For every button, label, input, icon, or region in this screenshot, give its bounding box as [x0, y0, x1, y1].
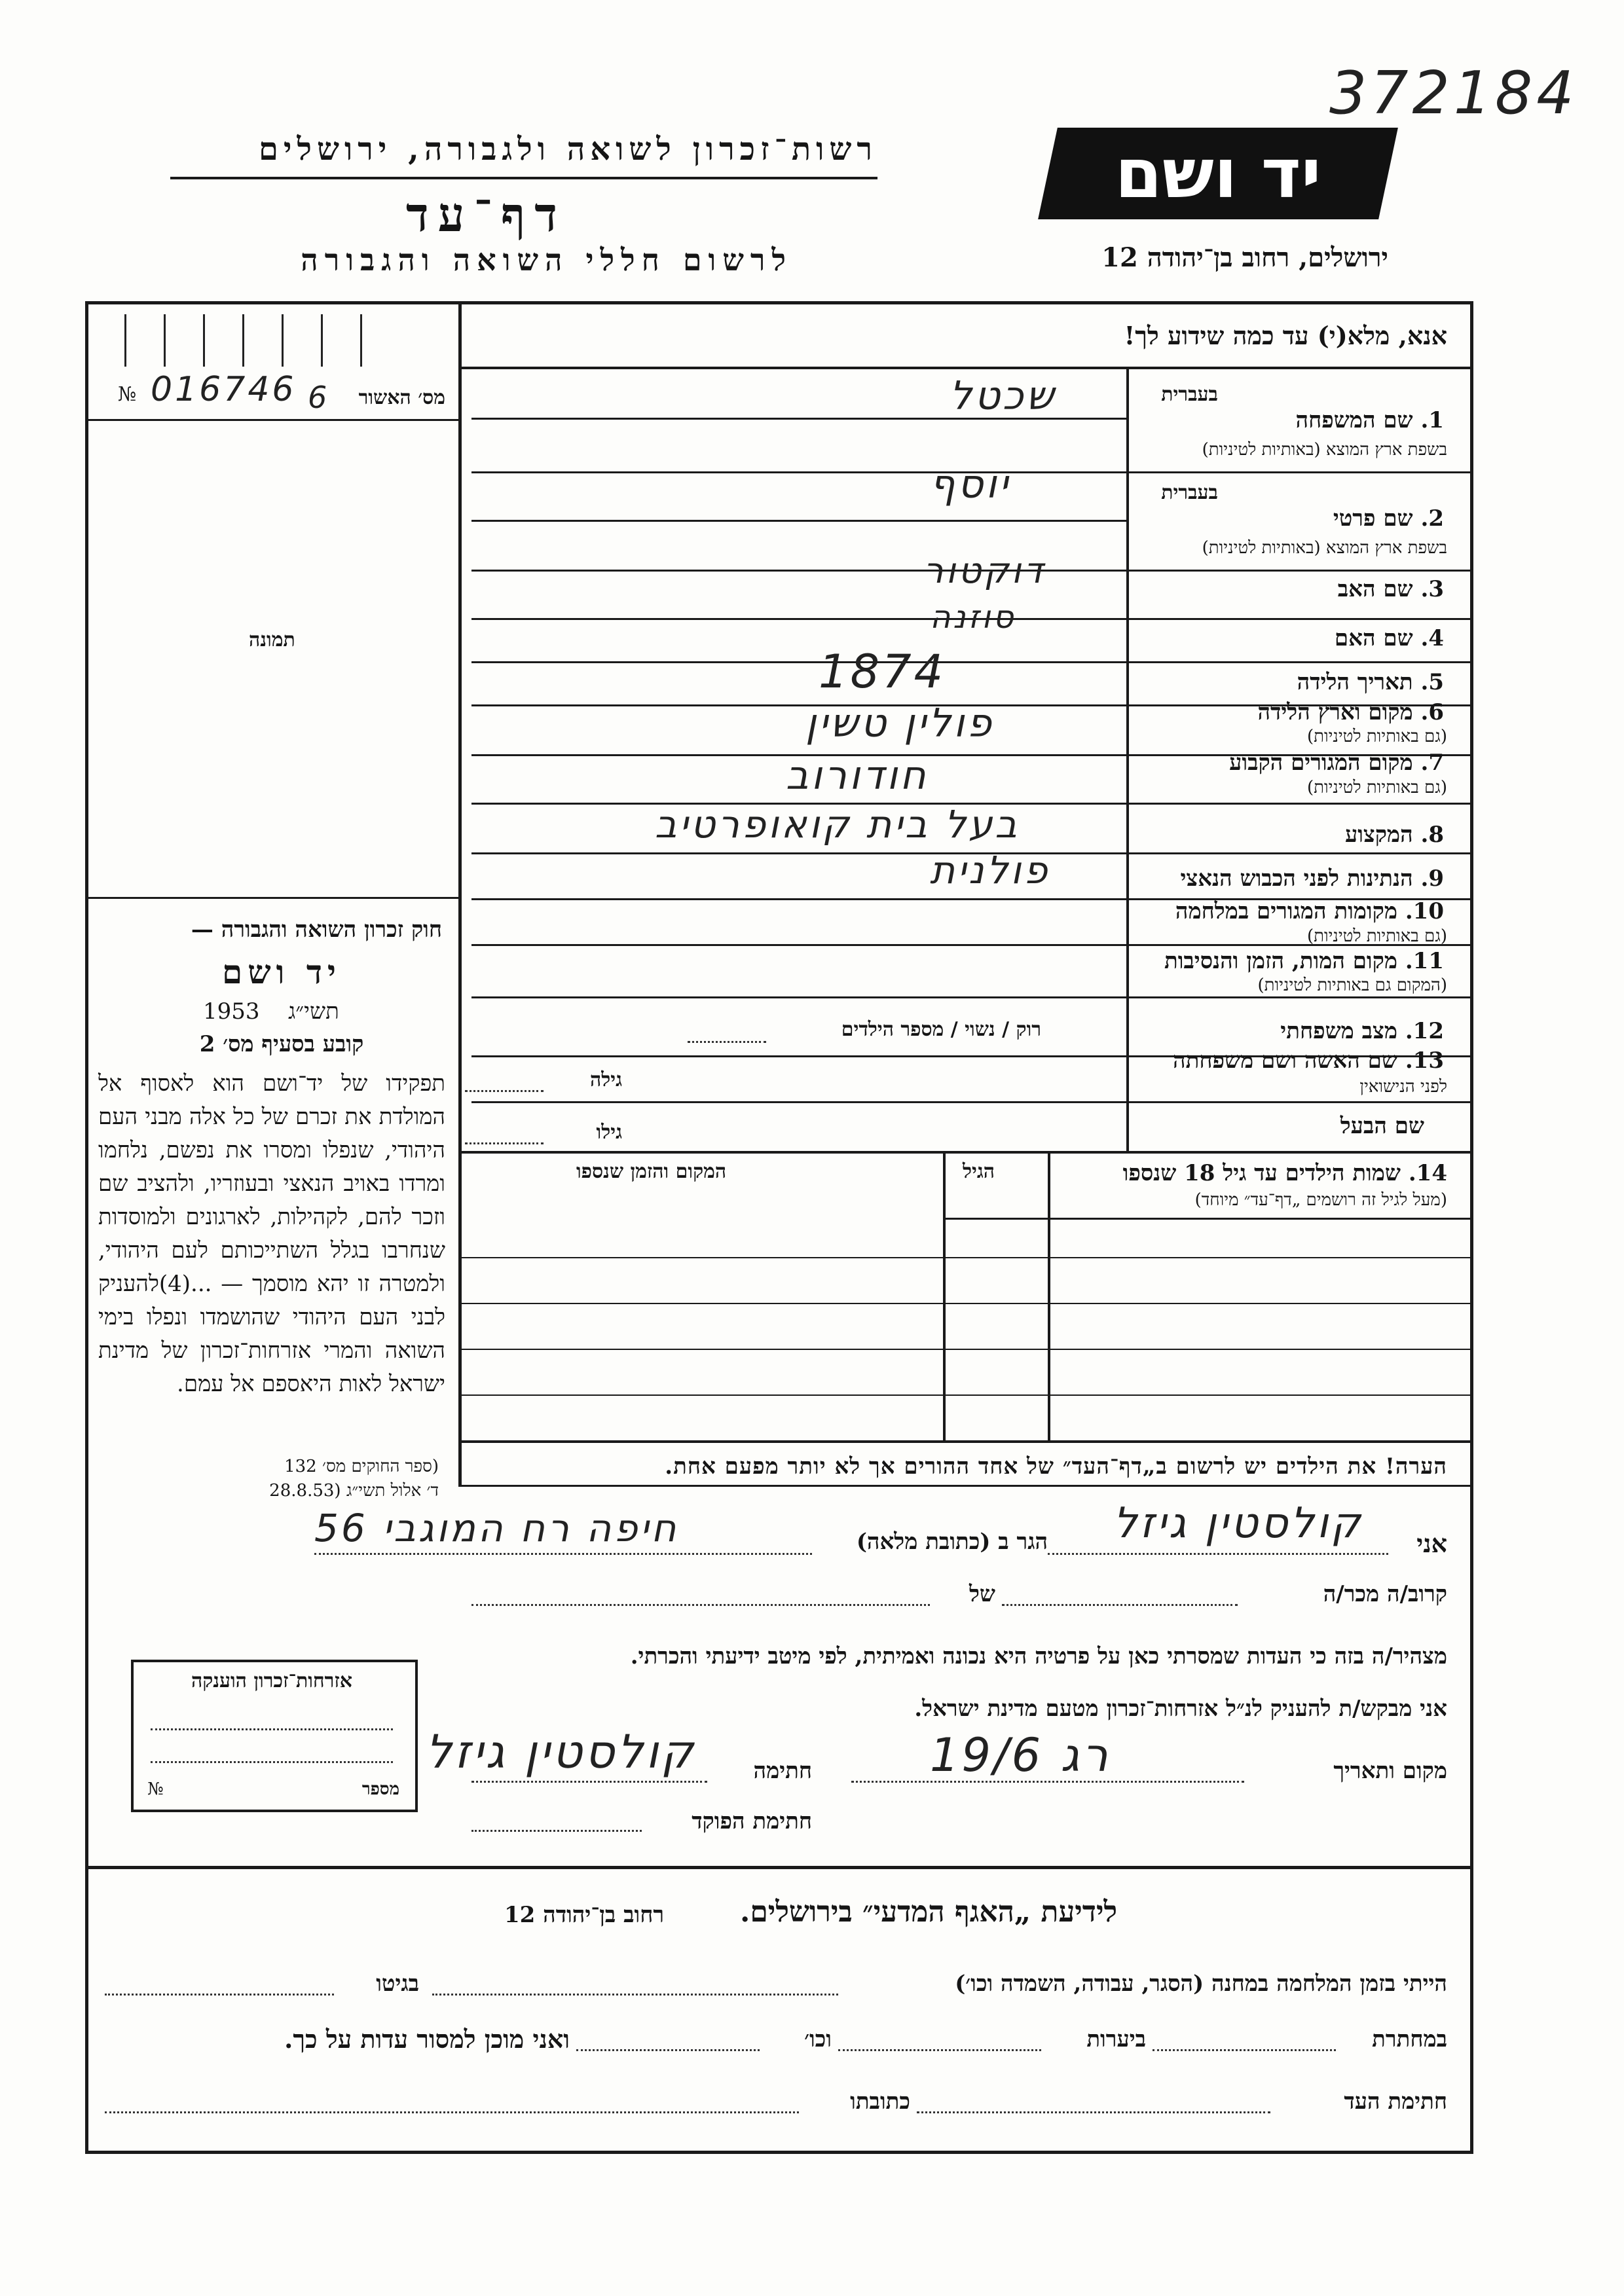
law-name: יד ושם — [222, 953, 341, 991]
field-1-label — [1136, 407, 1444, 433]
field-5-num: 5. — [1420, 669, 1444, 695]
children-top-border — [458, 1151, 1470, 1154]
field-11-label — [1136, 948, 1444, 974]
field-2-sub: בשפת ארץ המוצא (באותיות לטיניות) — [1202, 538, 1447, 558]
value-birth-date: 1874 — [819, 645, 946, 699]
field-3-text: שם האב — [1337, 576, 1413, 602]
registration-no-label: № — [118, 383, 137, 406]
relative-dots — [1002, 1604, 1238, 1606]
field-4-label — [1136, 625, 1444, 651]
declarant-i-label: אני — [1416, 1529, 1447, 1558]
signature-dots — [471, 1781, 707, 1783]
wife-age-dots — [465, 1090, 544, 1092]
footer-separator — [85, 1866, 1470, 1869]
field-13-text: שם האשה ושם משפחתה — [1173, 1048, 1397, 1074]
relative-label: קרוב/ה מכר/ה — [1323, 1581, 1447, 1607]
value-profession: בעל בית קואופרטיב — [655, 802, 1020, 847]
place-date-dots — [851, 1781, 1244, 1783]
field-1-num: 1. — [1420, 407, 1444, 433]
field-9-num: 9. — [1420, 866, 1444, 892]
hebrew-tag-2: בעברית — [1161, 481, 1218, 504]
field-10-label — [1136, 898, 1444, 924]
field-11-sub: (המקום גם באותיות לטיניות) — [1257, 975, 1447, 995]
children-row-4 — [458, 1394, 1470, 1396]
authority-line: רשות־זכרון לשואה ולגבורה, ירושלים — [258, 131, 877, 168]
authority-underline — [170, 177, 877, 179]
officer-dots — [471, 1830, 642, 1832]
officer-label: חתימת הפוקד — [692, 1808, 812, 1834]
citizenship-number-label: מספר — [361, 1779, 399, 1799]
footer-forests: ביערות — [1086, 2026, 1146, 2052]
value-nationality: פולנית — [930, 848, 1050, 892]
field-6-text: מקום וארץ הלידה — [1257, 699, 1413, 725]
note-text: הערה! את הילדים יש לרשום ב„דף־העד״ של אחד ההורים אך לא יותר מפעם אחת. — [665, 1453, 1447, 1480]
field-10-num: 10. — [1405, 898, 1444, 924]
field-12-label — [1136, 1018, 1444, 1044]
field-2-text: שם פרטי — [1333, 505, 1413, 532]
field-3-label — [1136, 576, 1444, 602]
law-year: 1953 — [203, 998, 260, 1025]
field-7-text: מקום המגורים הקבוע — [1229, 750, 1413, 776]
field-4-text: שם האם — [1334, 625, 1413, 651]
of-label: של — [969, 1581, 995, 1607]
field-2-num: 2. — [1420, 505, 1444, 532]
archive-number: 372184 — [1329, 59, 1578, 128]
children-num: 14. — [1408, 1160, 1447, 1186]
registration-label: מס׳ האשור — [358, 386, 445, 409]
value-birth-place: פולין טשין — [805, 701, 994, 746]
footer-address-dots — [105, 2111, 799, 2113]
registration-number: 016746 — [151, 370, 297, 409]
registration-extra: 6 — [308, 380, 330, 415]
field-5-text: תאריך הלידה — [1297, 669, 1413, 695]
citizenship-no-label: № — [147, 1779, 164, 1799]
law-body: תפקידו של יד־ושם הוא לאסוף אל המולדת את זכרם של כל אלה מבני העם היהודי, שנפלו ומסרו את נפשם, נלחמו ומרדו באויב הנאצי ובעוזריו, ולהציב שם וזכר להם, לקהילות, לארגונים ולמוסדות שנחרבו בגלל השתייכותם לעם היהודי, ולמטרה זו יהא מוסמך — ...(4)להעניק לבני העם היהודי שהושמדו ונפלו בימי השואה והמרי אזרחות־זכרון של מדינת ישראל לאות היאספם אל עמם. — [98, 1070, 445, 1397]
footer-camp-line: הייתי בזמן המלחמה במחנה (הסגר, עבודה, השמדה וכו׳) — [955, 1971, 1447, 1997]
children-row-1 — [458, 1257, 1470, 1258]
children-col-2 — [943, 1154, 946, 1442]
declarant-name-dots — [1048, 1553, 1388, 1555]
law-clause: קובע בסעיף מס׳ 2 — [199, 1031, 364, 1057]
value-family-name: שכטל — [950, 373, 1057, 419]
footer-address-label: כתובתו — [850, 2088, 910, 2115]
children-label — [1048, 1160, 1447, 1186]
of-dots — [471, 1604, 930, 1606]
declaration-text: מצהיר/ה בזה כי העדות שמסרתי כאן על פרטיה היא נכונה ואמיתית, לפי מיטב ידיעתי והכרתי. — [630, 1643, 1447, 1669]
place-date-label: מקום ותאריך — [1333, 1758, 1447, 1784]
registration-ticks — [111, 308, 439, 373]
field-6-label — [1136, 699, 1444, 725]
header-address: ירושלים, רחוב בן־יהודה 12 — [1101, 242, 1388, 273]
field-10-text: מקומות המגורים במלחמה — [1175, 898, 1397, 924]
field-10-sub: (גם באותיות לטיניות) — [1306, 926, 1447, 946]
children-row-2 — [458, 1303, 1470, 1304]
field-11-num: 11. — [1405, 948, 1444, 974]
field-8-label — [1136, 822, 1444, 848]
photo-label: תמונה — [249, 629, 295, 651]
declarant-address: חיפה רח המוגבי 56 — [314, 1506, 679, 1550]
footer-ready: ואני מוכן למסור עדות על כך. — [284, 2024, 570, 2054]
field-1-text: שם המשפחה — [1295, 407, 1413, 433]
declarant-name: קולסטין גיזל — [1113, 1499, 1363, 1548]
instruction-text: אנא, מלא(י) עד כמה שידוע לך! — [1124, 321, 1447, 350]
children-text: שמות הילדים עד גיל 18 שנספו — [1122, 1160, 1401, 1186]
request-text: אני מבקש/ת להעניק לנ״ל אזרחות־זכרון מטעם מדינת ישראל. — [914, 1696, 1447, 1722]
yad-vashem-logo — [1038, 128, 1398, 219]
field-8-text: המקצוע — [1344, 822, 1413, 848]
children-count-dots — [688, 1041, 766, 1043]
law-source: (ספר החוקים מס׳ 132 — [284, 1457, 439, 1476]
field-5-label — [1136, 669, 1444, 695]
field-2-label — [1136, 505, 1444, 532]
footer-ghetto-dots — [105, 1994, 334, 1995]
field-7-label — [1136, 750, 1444, 776]
footer-address: רחוב בן־יהודה 12 — [504, 1902, 665, 1928]
declarant-address-dots — [314, 1553, 812, 1555]
husband-age-label: גילו — [596, 1121, 622, 1144]
field-13-label — [1136, 1048, 1444, 1074]
field-3-num: 3. — [1420, 576, 1444, 602]
law-date: ד׳ אלול תשי״ג (28.8.53 — [269, 1481, 439, 1501]
law-title: חוק זכרון השואה והגבורה — — [191, 917, 442, 943]
footer-forests-dots — [838, 2049, 1041, 2051]
field-7-num: 7. — [1420, 750, 1444, 776]
field-9-text: הנתינות לפני הכבוש הנאצי — [1180, 866, 1413, 892]
citizenship-title: אזרחות־זכרון הוענקה — [191, 1669, 353, 1692]
footer-underground: במחתרת — [1372, 2026, 1447, 2052]
declarant-resides-label: הגר ב (כתובת מלאה) — [856, 1529, 1048, 1555]
field-4-num: 4. — [1420, 625, 1444, 651]
children-row-3 — [458, 1349, 1470, 1350]
children-bottom-border — [458, 1440, 1470, 1443]
value-mother-name: סוזנה — [930, 599, 1016, 636]
husband-age-dots — [465, 1142, 544, 1144]
footer-camp-dots — [432, 1994, 838, 1995]
note-bottom-border — [458, 1485, 1470, 1487]
citizenship-line-2 — [151, 1761, 393, 1763]
field-8-num: 8. — [1420, 822, 1444, 848]
value-first-name: יוסף — [930, 462, 1011, 507]
signature-label: חתימה — [753, 1758, 812, 1784]
children-age-col: הגיל — [963, 1160, 995, 1183]
registration-underline — [88, 419, 458, 421]
footer-etc-dots — [576, 2049, 760, 2051]
footer-witness-signature: חתימת העד — [1344, 2088, 1447, 2115]
value-father-name: דוקטור — [923, 550, 1046, 591]
law-year-hebrew: תשי״ג — [288, 998, 339, 1025]
field-9-label — [1136, 866, 1444, 892]
marital-options: רוק / נשוי / מספר הילדים — [841, 1018, 1041, 1041]
field-7-sub: (גם באותיות לטיניות) — [1306, 778, 1447, 797]
field-11-text: מקום המות, הזמן והנסיבות — [1164, 948, 1397, 974]
place-date-value: רג 19/6 — [930, 1728, 1111, 1782]
field-6-sub: (גם באותיות לטיניות) — [1306, 727, 1447, 746]
logo-text: יד ושם — [1115, 134, 1321, 213]
children-place-col: המקום והזמן שנספו — [576, 1160, 727, 1183]
children-col-1 — [1048, 1154, 1050, 1442]
field-13-sub: לפני הנישואין — [1359, 1077, 1447, 1097]
children-header-sep — [943, 1218, 1470, 1220]
declarant-signature: קולסטין גיזל — [426, 1725, 696, 1779]
footer-witness-dots — [917, 2111, 1270, 2113]
photo-box-bottom — [88, 897, 458, 899]
footer-underground-dots — [1153, 2049, 1336, 2051]
field-12-num: 12. — [1405, 1018, 1444, 1044]
form-subtitle: לרשום חללי השואה והגבורה — [301, 242, 792, 278]
husband-label: שם הבעל — [1340, 1113, 1424, 1139]
children-sub: (מעל לגיל זה רושמים „דף־עד״ מיוחד) — [1194, 1190, 1447, 1210]
field-12-text: מצב משפחתי — [1280, 1018, 1397, 1044]
field-6-num: 6. — [1420, 699, 1444, 725]
footer-title: לידיעת „האגף המדעי״ בירושלים. — [740, 1895, 1118, 1929]
footer-etc: וכו׳ — [804, 2026, 832, 2052]
form-title: דף־עד — [406, 187, 566, 242]
field-1-sub: בשפת ארץ המוצא (באותיות לטיניות) — [1202, 440, 1447, 460]
footer-ghetto: בגיטו — [376, 1971, 419, 1997]
value-residence: חודורוב — [786, 753, 929, 799]
hebrew-tag-1: בעברית — [1161, 383, 1218, 406]
citizenship-line-1 — [151, 1728, 393, 1730]
wife-age-label: גילה — [589, 1068, 622, 1091]
field-13-num: 13. — [1405, 1048, 1444, 1074]
